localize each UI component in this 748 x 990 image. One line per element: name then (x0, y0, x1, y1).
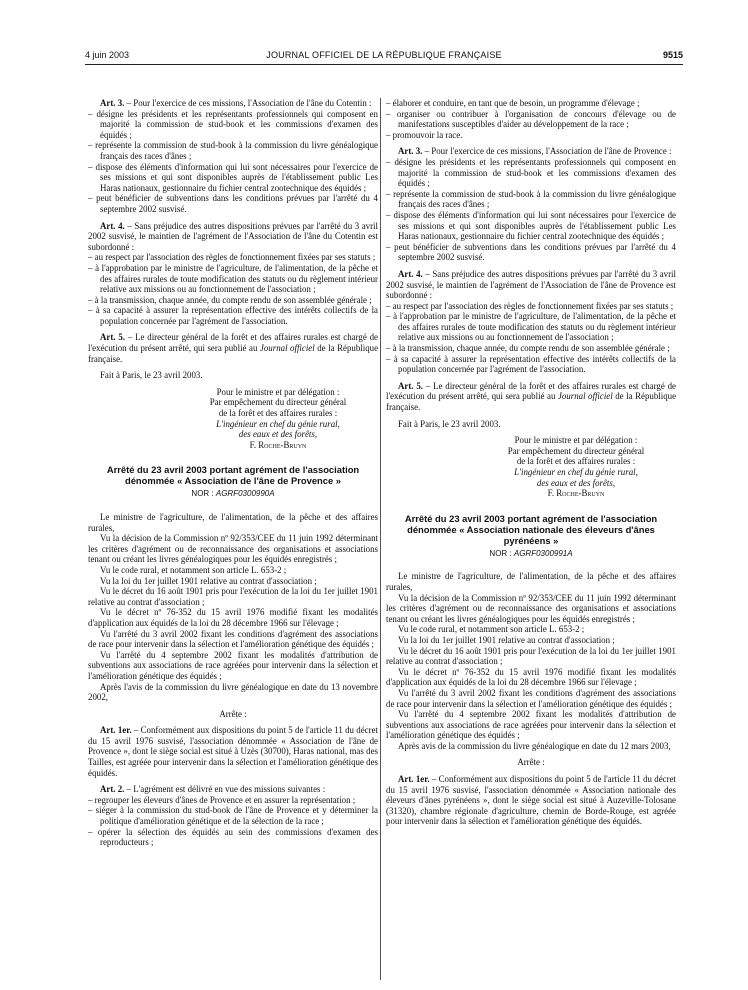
preamble-line: Vu la loi du 1er juillet 1901 relative au contrat d'association ; (398, 634, 615, 645)
page-number: 9515 (662, 50, 683, 60)
list-item: – désigne les présidents et les représentants professionnels qui composent en majorité la commission de stud-book et les commissions d'examen des équidés ; (386, 156, 676, 189)
preamble-line: Vu le décret du 16 août 1901 pris pour l'exécution de la loi du 1er juillet 1901 relative au contrat d'association ; (386, 645, 676, 667)
journal-title: JOURNAL OFFICIEL DE LA RÉPUBLIQUE FRANÇAISE (266, 50, 502, 60)
article-5: Art. 5. – Le directeur général de la forêt et des affaires rurales est chargé de l'exécution du présent arrêté, qui sera publié au Journal officiel de la République française. (88, 332, 379, 364)
preamble-line: Vu la décision de la Commission nº 92/353/CEE du 11 juin 1992 déterminant les critères d'agrément ou de reconnaissance des organisations et associations tenant ou créant les livres généalogiques pour les équidés enregistrés ; (386, 592, 676, 624)
preamble-line: Vu le décret nº 76-352 du 15 avril 1976 modifié fixant les modalités d'application aux équidés de la loi du 28 décembre 1966 sur l'élevage ; (88, 607, 378, 628)
preamble-line: Vu le décret nº 76-352 du 15 avril 1976 modifié fixant les modalités d'application aux équidés de la loi du 28 décembre 1966 sur l'élevage ; (386, 666, 676, 688)
list-item: – à sa capacité à assurer la représentation effective des intérêts collectifs de la population concernée par l'agrément de l'association. (386, 353, 676, 375)
decree-title: Arrêté du 23 avril 2003 portant agrément de l'association dénommée « Association de l'âne de Provence » (106, 464, 360, 487)
article-3-intro: Art. 3. – Pour l'exercice de ces missions, l'Association de l'âne du Cotentin : (100, 98, 372, 108)
right-column (386, 98, 676, 827)
list-item: – opérer la sélection des équidés au sein des commissions d'examen des reproducteurs ; (88, 826, 378, 848)
list-item: – représente la commission de stud-book à la commission du livre généalogique français des races d'ânes ; (386, 188, 676, 210)
list-item: – représente la commission de stud-book à la commission du livre généalogique français des races d'ânes ; (88, 140, 378, 161)
article-4-intro: Art. 4. – Sans préjudice des autres dispositions prévues par l'arrêté du 3 avril 2002 susvisé, le maintien de l'agrément de l'Association de l'âne de Provence est subordonné : (386, 268, 676, 301)
article-5: Art. 5. – Le directeur général de la forêt et des affaires rurales est chargé de l'exécution du présent arrêté, qui sera publié au Journal officiel de la République française. (386, 380, 677, 413)
preamble-line: Après l'avis de la commission du livre généalogique en date du 13 novembre 2002, (88, 681, 378, 703)
list-item: – à la transmission, chaque année, du compte rendu de son assemblée générale ; (88, 294, 372, 305)
list-item: – dispose des éléments d'information qui lui sont nécessaires pour l'exercice de ses missions et qui sont disponibles auprès de l'établissement public Les Haras nationaux, gestionnaire du fichier central zootechnique des équidés ; (88, 161, 378, 193)
list-item: – à la transmission, chaque année, du compte rendu de son assemblée générale ; (386, 343, 670, 354)
list-item: – promouvoir la race. (386, 129, 463, 140)
article-3-intro: Art. 3. – Pour l'exercice de ces missions, l'Association de l'âne de Provence : (398, 146, 672, 157)
preamble-line: Vu la loi du 1er juillet 1901 relative au contrat d'association ; (100, 575, 317, 586)
preamble-line: Vu l'arrêté du 4 septembre 2002 fixant les modalités d'attribution de subventions aux associations de race agréées pour intervenir dans la sélection et l'amélioration génétique des équidés ; (88, 649, 378, 681)
article-2-intro: Art. 2. – L'agrément est délivré en vue des missions suivantes : (100, 784, 326, 795)
signatory-name: F. Roche-Bruyn (249, 439, 307, 450)
preamble-line: Le ministre de l'agriculture, de l'alimentation, de la pêche et des affaires rurales, (88, 512, 378, 533)
list-item: – dispose des éléments d'information qui lui sont nécessaires pour l'exercice de ses missions et qui sont disponibles auprès de l'établissement public Les Haras nationaux, gestionnaire du fichier central zootechnique des équidés ; (386, 209, 676, 242)
preamble-line: Vu le code rural, et notamment son article L. 653-2 ; (398, 624, 585, 635)
preamble-line: Après avis de la commission du livre généalogique en date du 12 mars 2003, (398, 740, 671, 751)
place-date: Fait à Paris, le 23 avril 2003. (398, 418, 501, 429)
signature-block: Pour le ministre et par délégation : Par empêchement du directeur général de la forêt et des affaires rurales : L'ingénieur en chef du génie rural, des eaux et des forêts, F. Roche-Bruyn (88, 387, 378, 451)
list-item: – peut bénéficier de subventions dans les conditions prévues par l'arrêté du 4 septembre 2002 susvisé. (88, 193, 378, 214)
article-4-intro: Art. 4. – Sans préjudice des autres dispositions prévues par l'arrêté du 3 avril 2002 susvisé, le maintien de l'agrément de l'Association de l'âne du Cotentin est subordonné : (88, 220, 378, 252)
arrete-heading: Arrête : (517, 757, 545, 768)
nor-reference: NOR : AGRF0300990A (191, 489, 275, 499)
preamble-line: Vu la décision de la Commission nº 92/353/CEE du 11 juin 1992 déterminant les critères d'agrément ou de reconnaissance des organisations et associations tenant ou créant les livres généalogiques pour les équidés enregistrés ; (88, 533, 378, 565)
header-date: 4 juin 2003 (85, 50, 130, 60)
list-item: – au respect par l'association des règles de fonctionnement fixées par ses statuts ; (386, 300, 674, 311)
list-item: – à l'approbation par le ministre de l'agriculture, de l'alimentation, de la pêche et des affaires rurales de toute modification des statuts ou du règlement intérieur relative aux missions ou au fonctionnement de l'association ; (386, 311, 676, 343)
nor-reference: NOR : AGRF0300991A (489, 548, 573, 558)
list-item: – peut bénéficier de subventions dans les conditions prévues par l'arrêté du 4 septembre 2002 susvisé. (386, 241, 676, 263)
preamble-line: Vu le code rural, et notamment son article L. 653-2 ; (100, 564, 287, 575)
place-date: Fait à Paris, le 23 avril 2003. (100, 370, 203, 381)
list-item: – siéger à la commission du stud-book de l'âne de Provence et y déterminer la politique d'amélioration génétique et de la sélection de la race ; (88, 805, 378, 827)
list-item: – à sa capacité à assurer la représentation effective des intérêts collectifs de la population concernée par l'agrément de l'association. (88, 305, 378, 326)
decree-title: Arrêté du 23 avril 2003 portant agrément de l'association dénommée « Association nationale des éleveurs d'ânes pyrénéens » (404, 512, 658, 546)
list-item: – élaborer et conduire, en tant que de besoin, un programme d'élevage ; (386, 98, 640, 108)
page-header (85, 50, 683, 64)
list-item: – organiser ou contribuer à l'organisation de concours d'élevage ou de manifestations susceptibles d'aider au développement de la race ; (386, 108, 676, 130)
header-rule (85, 64, 683, 65)
left-column (88, 98, 378, 848)
preamble-line: Vu le décret du 16 août 1901 pris pour l'exécution de la loi du 1er juillet 1901 relative au contrat d'association ; (88, 586, 378, 607)
arrete-heading: Arrête : (219, 708, 247, 719)
preamble-line: Vu l'arrêté du 3 avril 2002 fixant les conditions d'agrément des associations de race pour intervenir dans la sélection et l'amélioration génétique des équidés ; (386, 687, 676, 709)
list-item: – regrouper les éleveurs d'ânes de Provence et en assurer la représentation ; (88, 794, 356, 805)
preamble-line: Le ministre de l'agriculture, de l'alimentation, de la pêche et des affaires rurales, (386, 571, 676, 592)
article-1: Art. 1er. – Conformément aux dispositions du point 5 de l'article 11 du décret du 15 avril 1976 susvisé, l'association dénommée « Association de l'âne de Provence », dont le siège social est situé à Uzès (30700), Haras national, mas des Tailles, est agréée pour intervenir dans la sélection et l'amélioration génétique des équidés. (88, 725, 378, 778)
list-item: – à l'approbation par le ministre de l'agriculture, de l'alimentation, de la pêche et des affaires rurales de toute modification des statuts ou du règlement intérieur relative aux missions ou au fonctionnement de l'association ; (88, 262, 378, 295)
article-1: Art. 1er. – Conformément aux dispositions du point 5 de l'article 11 du décret du 15 avril 1976 susvisé, l'association dénommée « Association nationale des éleveurs d'ânes pyrénéens », dont le siège social est situé à Auzeville-Tolosane (31320), chambre régionale d'agriculture, chemin de Borde-Rouge, est agréée pour intervenir dans la sélection et l'amélioration génétique des équidés. (386, 774, 676, 827)
column-divider (380, 98, 381, 980)
preamble-line: Vu l'arrêté du 4 septembre 2002 fixant les modalités d'attribution de subventions aux associations de race agréées pour intervenir dans la sélection et l'amélioration génétique des équidés ; (386, 709, 676, 741)
signature-block: Pour le ministre et par délégation : Par empêchement du directeur général de la forêt et des affaires rurales : L'ingénieur en chef du génie rural, des eaux et des forêts, F. Roche-Bruyn (386, 435, 676, 499)
list-item: – au respect par l'association des règles de fonctionnement fixées par ses statuts ; (88, 252, 376, 263)
signatory-name: F. Roche-Bruyn (547, 488, 605, 499)
preamble-line: Vu l'arrêté du 3 avril 2002 fixant les conditions d'agrément des associations de race pour intervenir dans la sélection et l'amélioration génétique des équidés ; (88, 628, 378, 650)
list-item: – désigne les présidents et les représentants professionnels qui composent en majorité la commission de stud-book et les commissions d'examen des équidés ; (88, 108, 378, 140)
